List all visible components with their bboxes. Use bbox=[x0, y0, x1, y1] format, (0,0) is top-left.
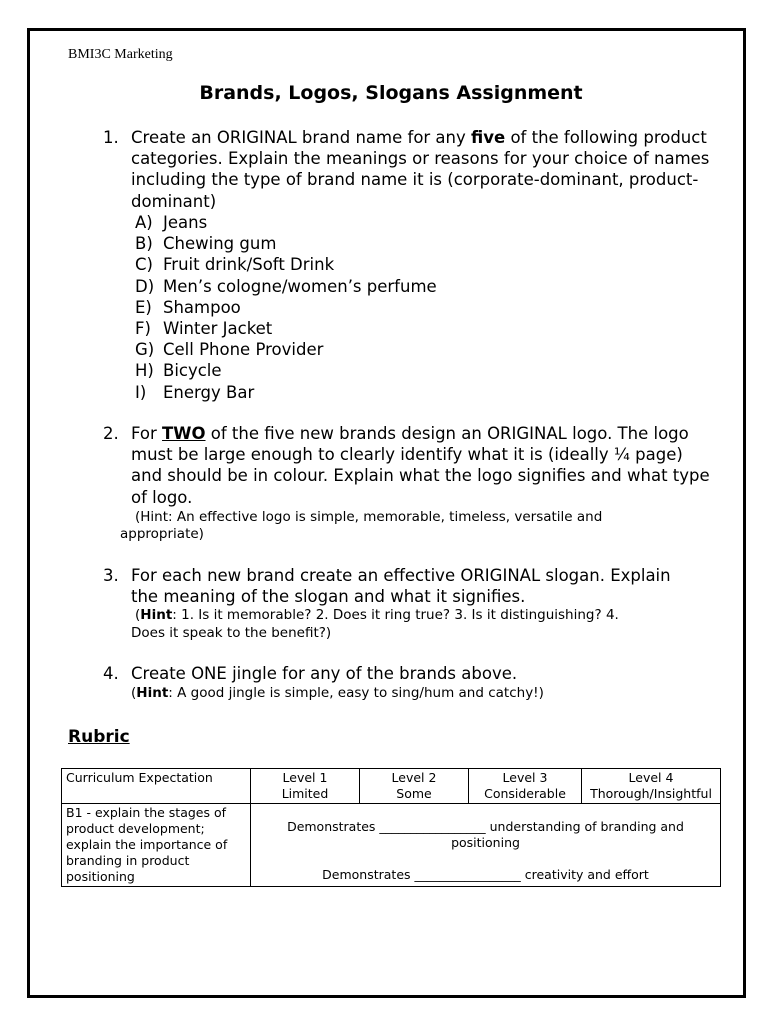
option-letter: H) bbox=[135, 361, 154, 381]
option-text: Winter Jacket bbox=[163, 318, 273, 338]
question-number: 2. bbox=[103, 424, 119, 443]
option-letter: E) bbox=[135, 297, 152, 317]
criterion-text: Demonstrates _________________ understanding of branding and positioning bbox=[287, 819, 684, 850]
level-name: Level 1 bbox=[282, 770, 328, 785]
emphasis-text: TWO bbox=[162, 424, 206, 443]
assignment-title: Brands, Logos, Slogans Assignment bbox=[199, 82, 583, 104]
level-name: Level 3 bbox=[502, 770, 548, 785]
emphasis-text: five bbox=[471, 128, 506, 147]
hint-line: (Hint: An effective logo is simple, memorable, timeless, versatile and bbox=[135, 509, 603, 525]
option-text: Bicycle bbox=[163, 361, 222, 381]
column-header bbox=[360, 769, 469, 804]
text-segment: : 1. Is it memorable? 2. Does it ring true? 3. Is it distinguishing? 4. bbox=[172, 607, 619, 623]
table-row bbox=[62, 769, 721, 804]
option-text: Shampoo bbox=[163, 297, 241, 317]
option-letter: A) bbox=[135, 213, 153, 232]
option-text: Cell Phone Provider bbox=[163, 340, 324, 360]
question-text bbox=[131, 423, 719, 508]
rubric-heading: Rubric bbox=[68, 727, 130, 747]
emphasis-text: Hint bbox=[140, 607, 173, 623]
option-letter: F) bbox=[135, 318, 151, 338]
column-header: Curriculum Expectation bbox=[62, 769, 251, 804]
criteria-cell bbox=[251, 804, 721, 887]
text-segment: Create an ORIGINAL brand name for any bbox=[131, 128, 472, 147]
question-text bbox=[131, 127, 721, 212]
option-text: Fruit drink/Soft Drink bbox=[163, 255, 335, 275]
question-number: 1. bbox=[103, 128, 119, 147]
text-segment: : A good jingle is simple, easy to sing/hum and catchy!) bbox=[168, 685, 544, 701]
rubric-table bbox=[61, 768, 721, 887]
option-text: Chewing gum bbox=[163, 234, 277, 254]
option-letter: G) bbox=[135, 340, 155, 360]
option-letter: C) bbox=[135, 255, 153, 275]
option-letter: D) bbox=[135, 276, 155, 296]
emphasis-text: Hint bbox=[136, 685, 169, 701]
option-letter: B) bbox=[135, 234, 153, 254]
question-number: 4. bbox=[103, 664, 119, 683]
option-text: Men’s cologne/women’s perfume bbox=[163, 276, 437, 296]
text-segment: of the five new brands design an ORIGINAL logo. The logo must be large enough to clearly identify what it is (ideally ¼ page) and should be in colour. Explain what the logo signifies and what type of logo. bbox=[131, 424, 710, 507]
question-number: 3. bbox=[103, 566, 119, 585]
option-letter: I) bbox=[135, 382, 147, 402]
hint-line bbox=[135, 607, 619, 624]
question-text: Create ONE jingle for any of the brands above. bbox=[131, 664, 518, 683]
table-row bbox=[62, 804, 721, 887]
hint-line: Does it speak to the benefit?) bbox=[131, 625, 332, 641]
hint-line bbox=[131, 685, 544, 702]
text-segment: For bbox=[131, 424, 163, 443]
text-segment: ( bbox=[135, 607, 141, 623]
column-header bbox=[469, 769, 582, 804]
level-name: Level 4 bbox=[628, 770, 674, 785]
level-desc: Thorough/Insightful bbox=[590, 786, 712, 801]
expectation-cell: B1 - explain the stages of product development; explain the importance of branding in product positioning bbox=[62, 804, 251, 887]
text-segment: ( bbox=[131, 685, 137, 701]
text-segment: of the following product categories. Explain the meanings or reasons for your choice of names including the type of brand name it is (corporate-dominant, product-dominant) bbox=[131, 128, 710, 211]
course-header: BMI3C Marketing bbox=[68, 47, 173, 62]
option-text: Energy Bar bbox=[163, 382, 255, 402]
column-header bbox=[582, 769, 721, 804]
criterion-text: Demonstrates _________________ creativity and effort bbox=[322, 867, 649, 882]
level-desc: Some bbox=[396, 786, 432, 801]
column-header bbox=[251, 769, 360, 804]
option-text: Jeans bbox=[163, 213, 208, 232]
hint-line: appropriate) bbox=[120, 526, 204, 542]
level-desc: Considerable bbox=[484, 786, 566, 801]
level-desc: Limited bbox=[281, 786, 329, 801]
question-text: For each new brand create an effective ORIGINAL slogan. Explain the meaning of the slogan and what it signifies. bbox=[131, 566, 671, 607]
level-name: Level 2 bbox=[391, 770, 437, 785]
